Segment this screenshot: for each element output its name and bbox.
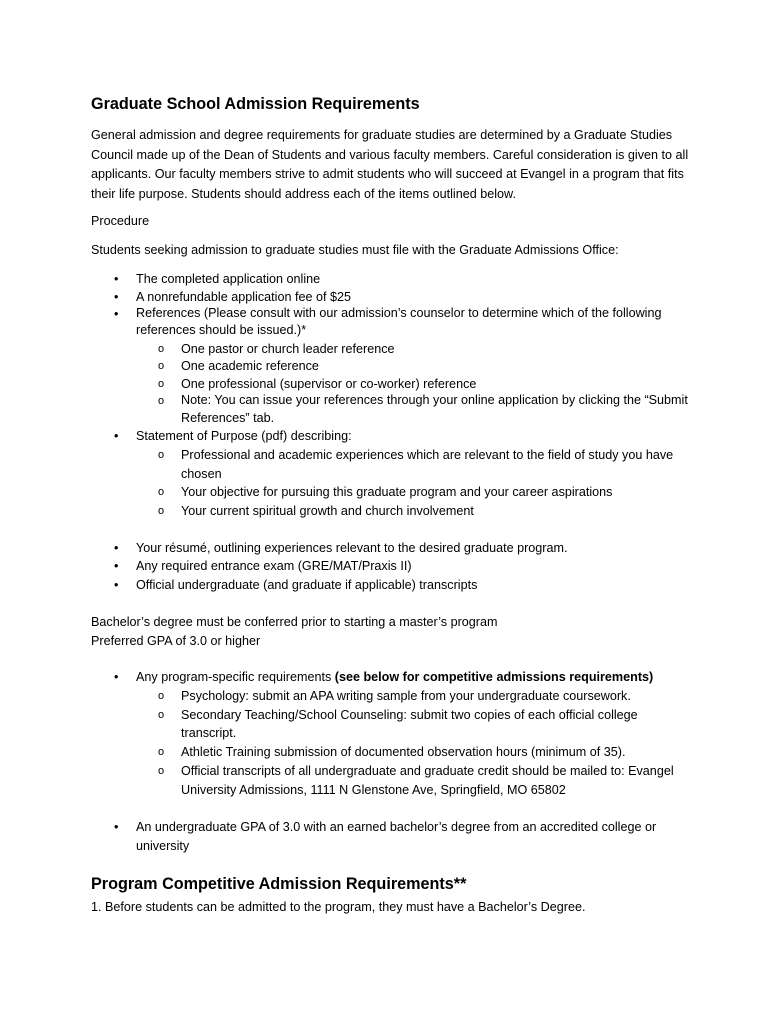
sub-bullet-icon: o [158, 505, 165, 517]
bullet-icon: • [114, 559, 119, 573]
list-item-bold: (see below for competitive admissions requirements) [334, 670, 654, 684]
sub-bullet-icon: o [158, 395, 165, 407]
list-item: Your résumé, outlining experiences relevant to the desired graduate program. [136, 541, 568, 555]
list-item: Official undergraduate (and graduate if applicable) transcripts [136, 578, 478, 592]
list-item: References (Please consult with our admission’s counselor to determine which of the following references should be issued.)* [136, 306, 662, 337]
list-item: Statement of Purpose (pdf) describing: [136, 429, 352, 443]
section-item: 1. Before students can be admitted to the program, they must have a Bachelor’s Degree. [91, 900, 586, 914]
list-item: A nonrefundable application fee of $25 [136, 290, 351, 304]
sub-list-item: Your objective for pursuing this graduate program and your career aspirations [181, 485, 613, 499]
sub-bullet-icon: o [158, 690, 165, 702]
sub-bullet-icon: o [158, 343, 165, 355]
intro-paragraph: General admission and degree requirements for graduate studies are determined by a Graduate Studies Council made up of the Dean of Students and various faculty members. Careful consideration is given to all applicants. Our faculty members strive to admit students who will succeed at Evangel in a program that fits their life purpose. Students should address each of the items outlined below. [91, 128, 689, 201]
sub-list-item: Your current spiritual growth and church involvement [181, 504, 474, 518]
degree-note: Bachelor’s degree must be conferred prior to starting a master’s program [91, 615, 498, 629]
sub-list-item: Official transcripts of all undergraduate and graduate credit should be mailed to: Evangel University Admissions, 1111 N Glenstone Ave, Springfield, MO 65802 [181, 764, 674, 797]
sub-list-item: One professional (supervisor or co-worker) reference [181, 377, 477, 391]
list-item: An undergraduate GPA of 3.0 with an earned bachelor’s degree from an accredited college or university [136, 820, 657, 853]
bullet-icon: • [114, 429, 119, 443]
sub-list-item: One academic reference [181, 359, 319, 373]
bullet-icon: • [114, 820, 119, 834]
sub-list-item: One pastor or church leader reference [181, 342, 395, 356]
sub-bullet-icon: o [158, 360, 165, 372]
list-item: The completed application online [136, 272, 321, 286]
sub-list-item: Athletic Training submission of documented observation hours (minimum of 35). [181, 745, 626, 759]
list-item [136, 668, 681, 686]
procedure-label: Procedure [91, 214, 150, 228]
section-title: Program Competitive Admission Requirements** [91, 875, 467, 893]
sub-bullet-icon: o [158, 486, 165, 498]
sub-bullet-icon: o [158, 746, 165, 758]
list-item: Any required entrance exam (GRE/MAT/Praxis II) [136, 559, 412, 573]
sub-list-item: Professional and academic experiences which are relevant to the field of study you have chosen [181, 448, 674, 481]
sub-bullet-icon: o [158, 449, 165, 461]
list-item-text: Any program-specific requirements [136, 670, 335, 684]
gpa-note: Preferred GPA of 3.0 or higher [91, 634, 261, 648]
page-title: Graduate School Admission Requirements [91, 95, 420, 113]
sub-list-item: Note: You can issue your references through your online application by clicking the “Submit References” tab. [181, 393, 688, 425]
bullet-icon: • [114, 290, 119, 304]
bullet-icon: • [114, 670, 119, 684]
sub-bullet-icon: o [158, 709, 165, 721]
sub-bullet-icon: o [158, 765, 165, 777]
bullet-icon: • [114, 307, 119, 321]
procedure-intro: Students seeking admission to graduate studies must file with the Graduate Admissions Office: [91, 243, 619, 257]
bullet-icon: • [114, 272, 119, 286]
bullet-icon: • [114, 578, 119, 592]
sub-list-item: Secondary Teaching/School Counseling: submit two copies of each official college transcript. [181, 708, 638, 740]
sub-list-item: Psychology: submit an APA writing sample from your undergraduate coursework. [181, 689, 631, 703]
sub-bullet-icon: o [158, 378, 165, 390]
bullet-icon: • [114, 541, 119, 555]
